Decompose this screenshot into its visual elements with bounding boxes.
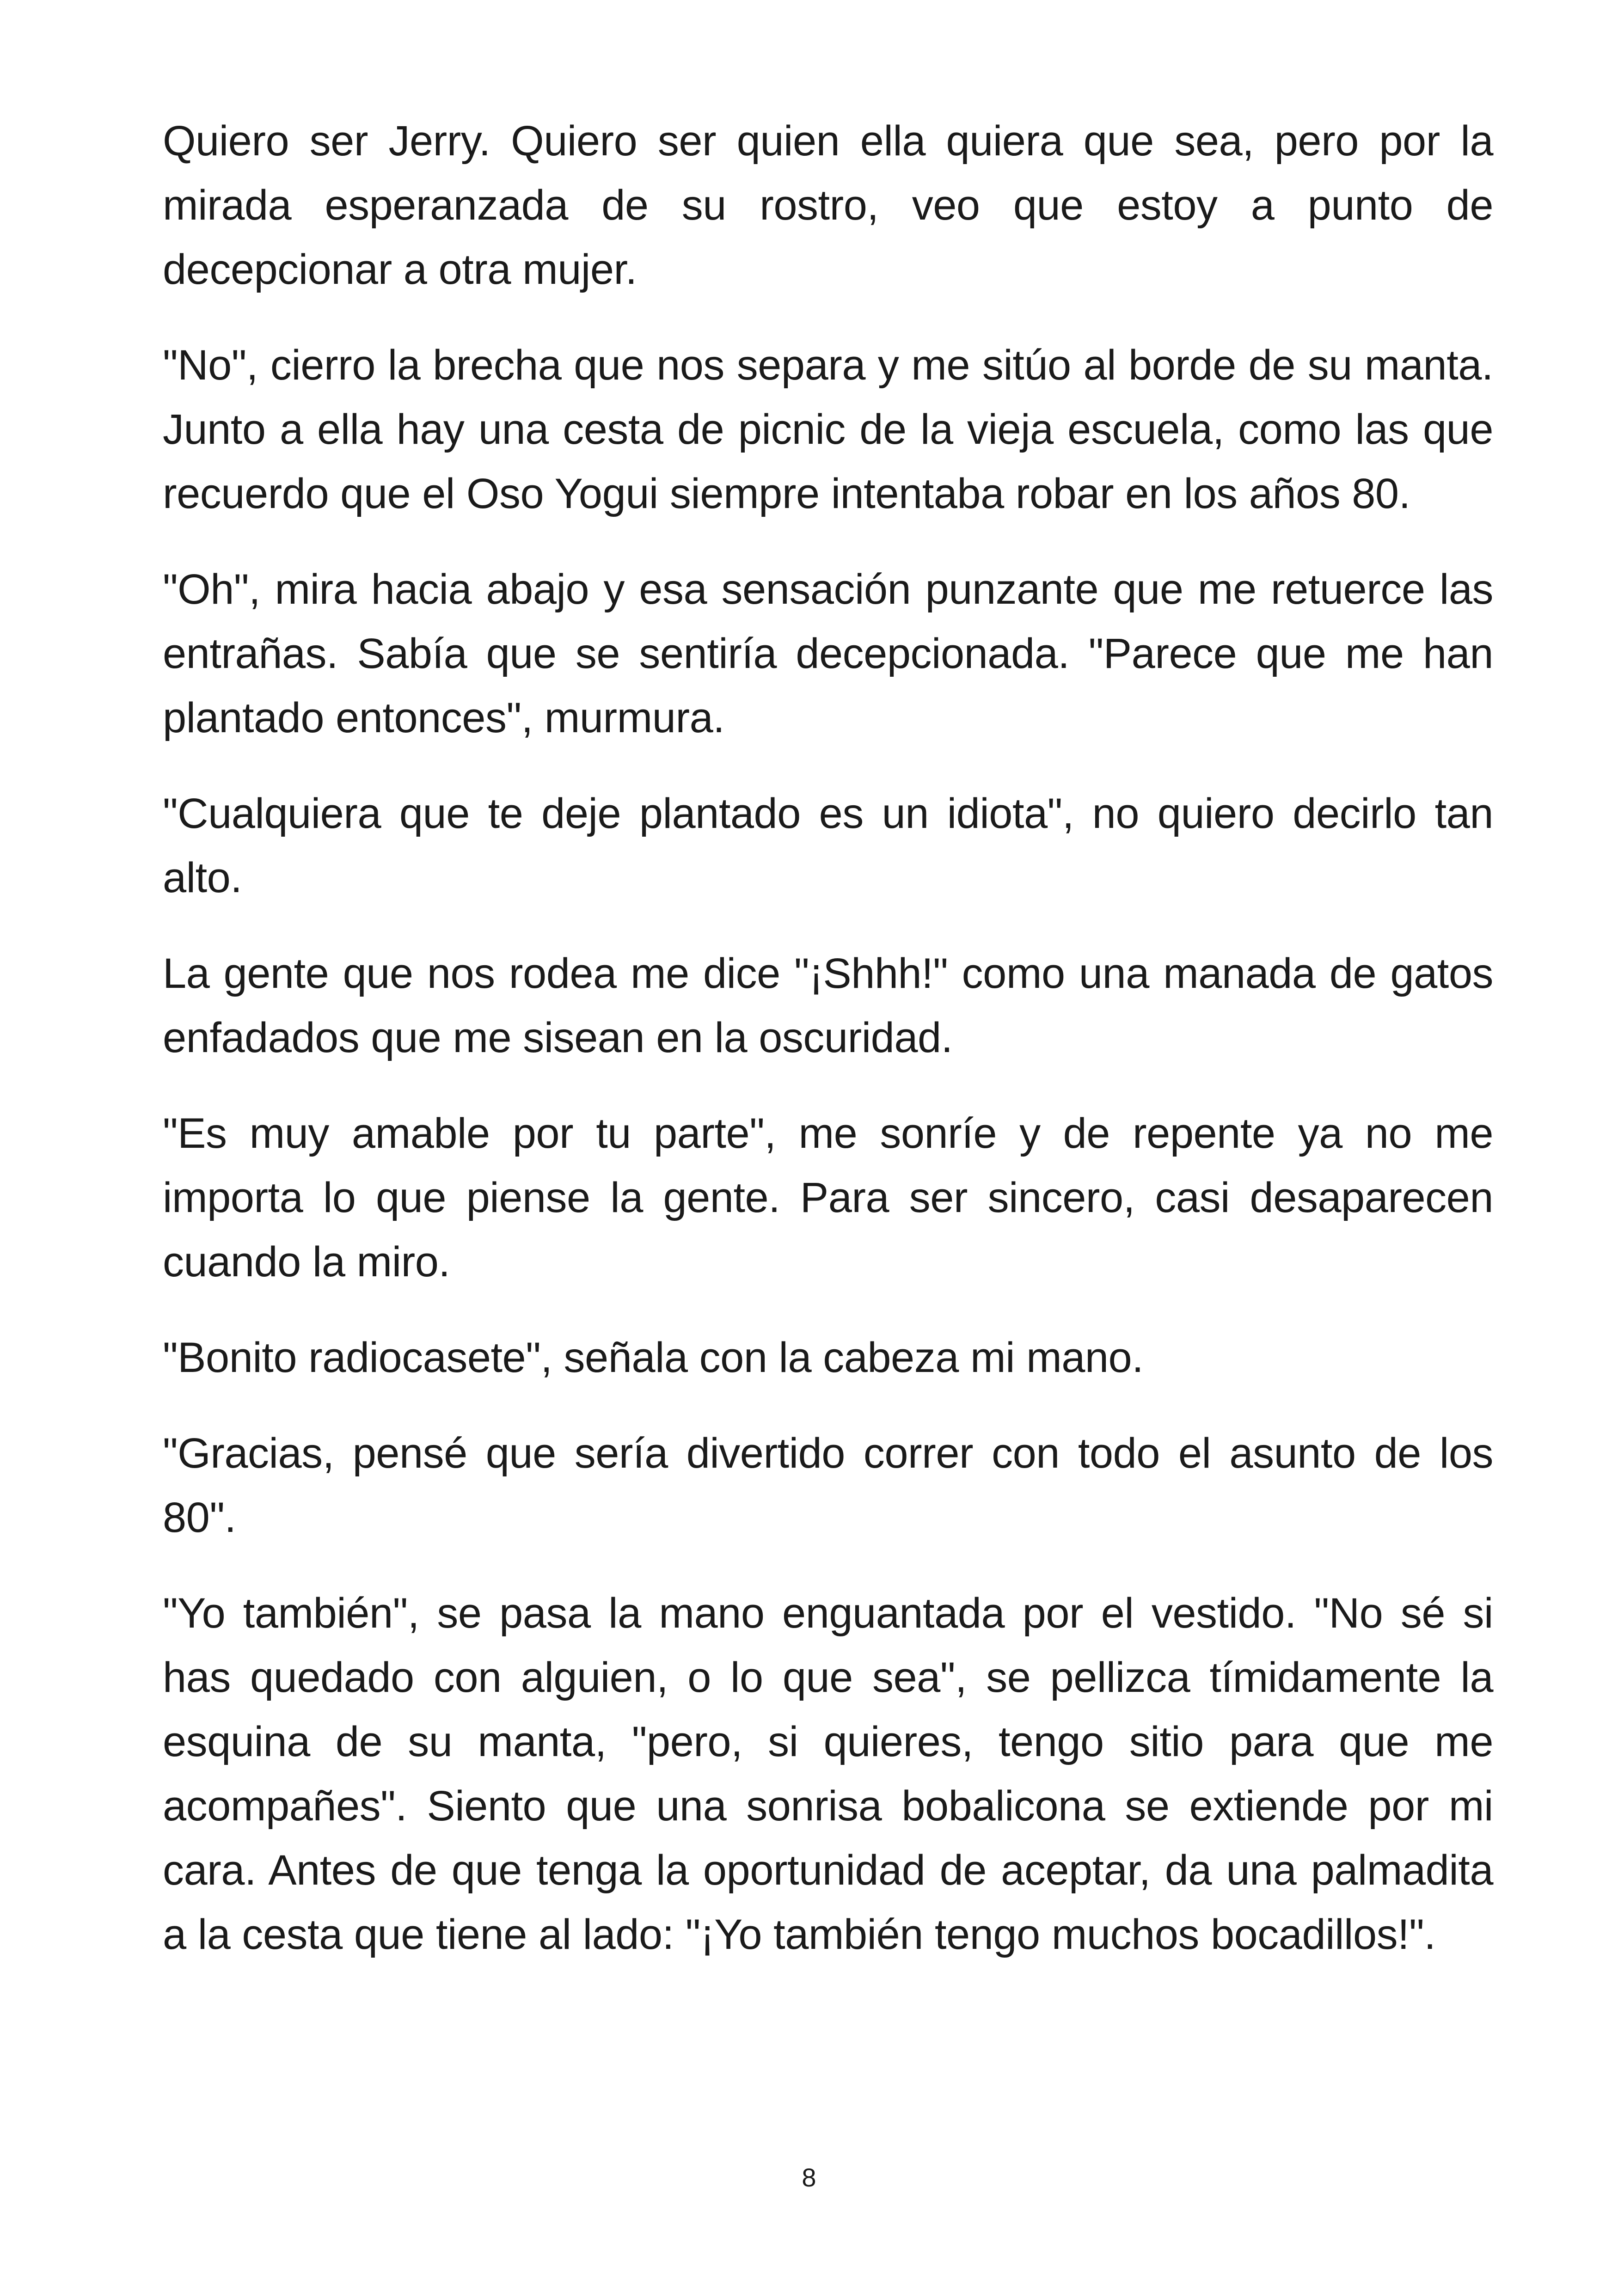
paragraph: "Oh", mira hacia abajo y esa sensación punzante que me retuerce las entrañas. Sabía que se sentiría decepcionada. "Parece que me han plantado entonces", murmura. (163, 566, 1493, 741)
paragraph: "Es muy amable por tu parte", me sonríe y de repente ya no me importa lo que piense la gente. Para ser sincero, casi desaparecen cuando la miro. (163, 1110, 1493, 1286)
paragraph: "Yo también", se pasa la mano enguantada por el vestido. "No sé si has quedado con alguien, o lo que sea", se pellizca tímidamente la esquina de su manta, "pero, si quieres, tengo sitio para que me acompañes". Siento que una sonrisa bobalicona se extiende por mi cara. Antes de que tenga la oportunidad de aceptar, da una palmadita a la cesta que tiene al lado: "¡Yo también tengo muchos bocadillos!". (163, 1590, 1493, 1958)
paragraph: Quiero ser Jerry. Quiero ser quien ella quiera que sea, pero por la mirada esperanzada de su rostro, veo que estoy a punto de decepcionar a otra mujer. (163, 117, 1493, 293)
paragraph: "Gracias, pensé que sería divertido correr con todo el asunto de los 80". (163, 1430, 1493, 1541)
paragraph: La gente que nos rodea me dice "¡Shhh!" como una manada de gatos enfadados que me sisean en la oscuridad. (163, 950, 1493, 1061)
paragraph: "Cualquiera que te deje plantado es un idiota", no quiero decirlo tan alto. (163, 790, 1493, 901)
body-text (163, 109, 1493, 1998)
paragraph: "Bonito radiocasete", señala con la cabeza mi mano. (163, 1334, 1144, 1381)
paragraph: "No", cierro la brecha que nos separa y me sitúo al borde de su manta. Junto a ella hay una cesta de picnic de la vieja escuela, como las que recuerdo que el Oso Yogui siempre intentaba robar en los años 80. (163, 342, 1493, 517)
page-number: 8 (802, 2163, 816, 2192)
